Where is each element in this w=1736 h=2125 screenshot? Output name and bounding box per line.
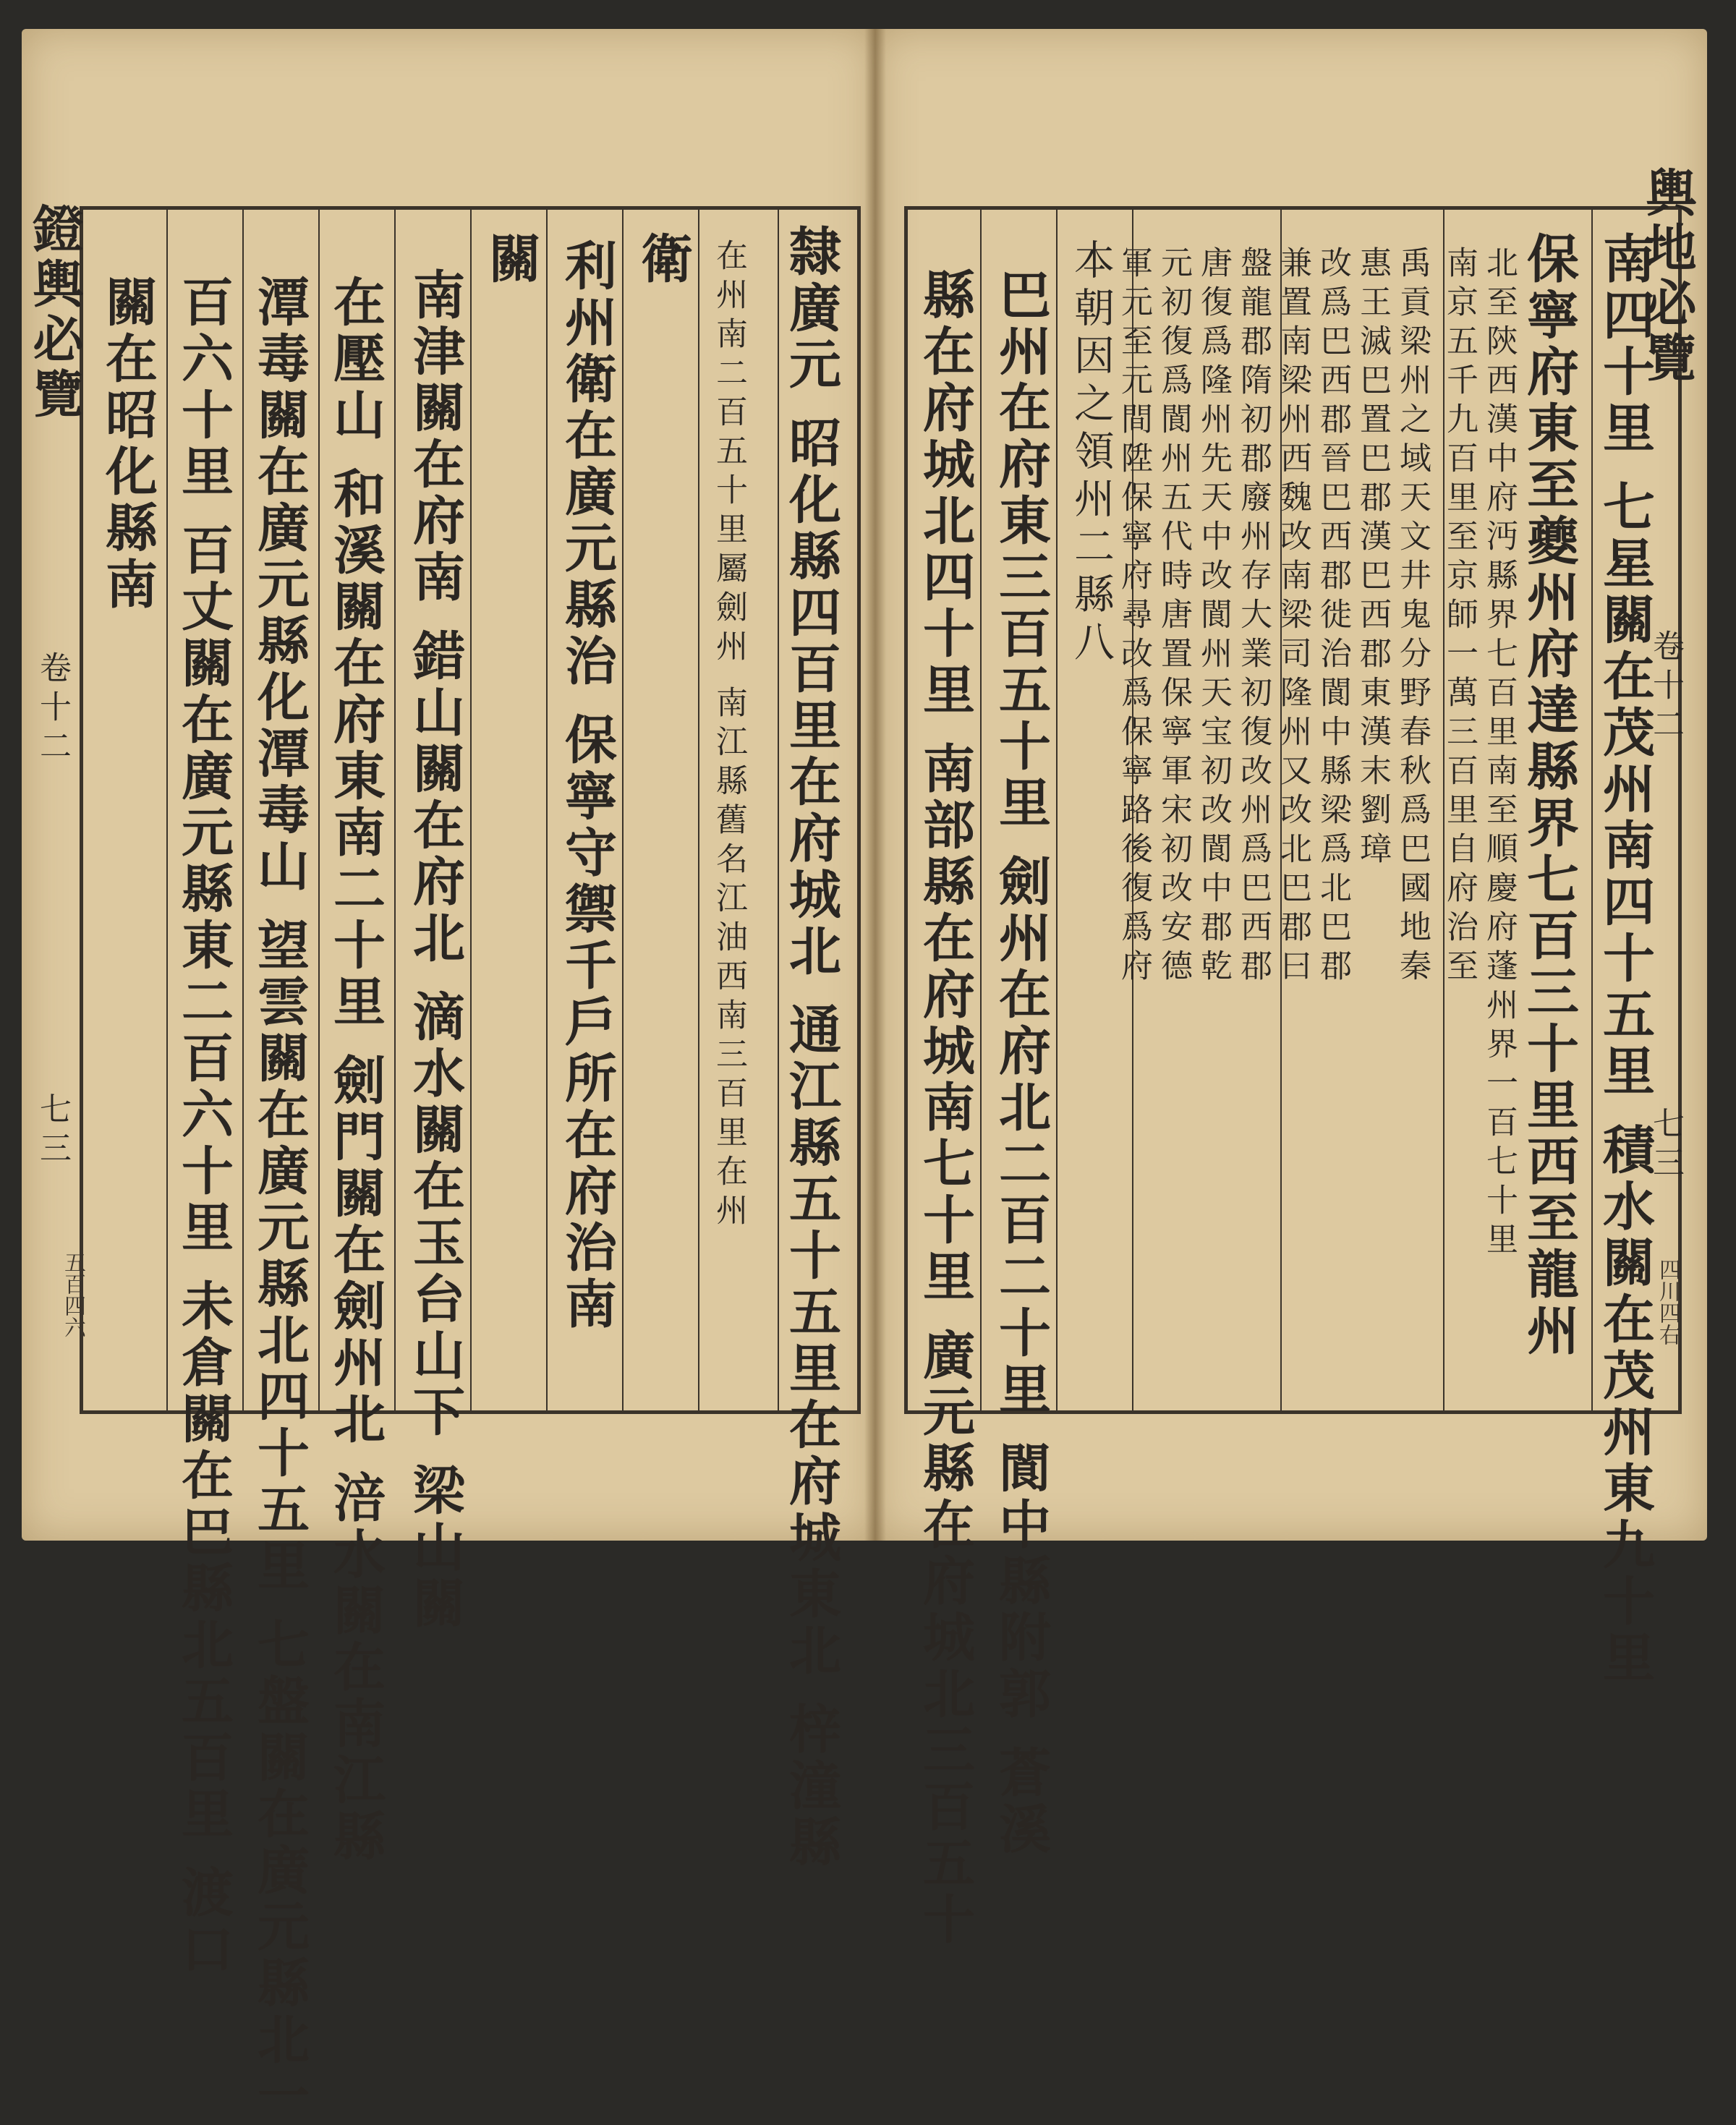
text-column: 南津關在府南 錯山關在府北 滴水關在玉台山下 梁山關	[404, 268, 466, 1633]
text-column: 北至陝西漢中府沔縣界七百里南至順慶府蓬州界一百七十里	[1481, 246, 1518, 1261]
section-heading-guan: 關	[480, 231, 542, 284]
text-column: 潭毒關在廣元縣化潭毒山 望雲關在廣元縣北四十五里 七盤關在廣元縣北一	[249, 275, 310, 2125]
text-column: 兼置南梁州西魏改南梁司隆州又改北巴郡曰	[1275, 246, 1311, 988]
book-gutter	[864, 29, 886, 1541]
right-margin-note: 四川四右	[1655, 1259, 1680, 1345]
text-column: 軍元至元間陞保寧府尋改爲保寧路後復爲府	[1115, 246, 1152, 988]
text-column: 惠王滅巴置巴郡漢巴西郡東漢末劉璋	[1354, 246, 1391, 871]
column-rule	[778, 210, 779, 1410]
text-column: 隸廣元 昭化縣四百里在府城北 通江縣五十五里在府城東北 梓潼縣	[780, 224, 842, 1872]
column-rule	[1591, 210, 1593, 1410]
column-rule	[1056, 210, 1058, 1410]
right-margin-title: 輿地必覽	[1638, 166, 1698, 386]
text-column: 巴州在府東三百五十里 劍州在府北二百二十里 閬中縣附郭 蒼溪	[990, 268, 1052, 1859]
section-heading-wei: 衛	[632, 231, 694, 284]
column-rule	[394, 210, 396, 1410]
text-column: 南四十里 七星關在茂州南四十五里 積水關在茂州東九十里	[1594, 231, 1656, 1687]
text-column: 唐復爲隆州先天中改閬州天宝初改閬中郡乾	[1195, 246, 1232, 988]
left-margin-folio: 七三	[34, 1092, 71, 1170]
text-column: 關在昭化縣南	[97, 275, 158, 613]
text-column: 保寧府東至夔州府達縣界七百三十里西至龍州	[1518, 231, 1580, 1360]
text-column: 本朝因之領州二縣八	[1068, 239, 1115, 668]
text-column: 百六十里 百丈關在廣元縣東二百六十里 未倉關在巴縣北五百里 渡口	[173, 275, 234, 1979]
text-column: 在州南二百五十里屬劍州 南江縣舊名江油西南三百里在州	[710, 239, 747, 1232]
column-rule	[166, 210, 168, 1410]
right-margin-volume: 卷十二	[1647, 629, 1684, 746]
text-column: 盤龍郡隋初郡廢州存大業初復改州爲巴西郡	[1235, 246, 1272, 988]
left-margin-volume: 卷十二	[34, 651, 71, 768]
column-rule	[242, 210, 244, 1410]
text-column: 利州衛在廣元縣治 保寧守禦千戶所在府治南	[556, 239, 618, 1334]
column-rule	[546, 210, 548, 1410]
text-column: 南京五千九百里至京師一萬三百里自府治至	[1441, 246, 1478, 988]
text-column: 改爲巴西郡晉巴西郡徙治閬中縣梁爲北巴郡	[1314, 246, 1351, 988]
column-rule	[622, 210, 624, 1410]
column-rule	[318, 210, 320, 1410]
right-margin-folio: 七三	[1647, 1107, 1684, 1185]
column-rule	[470, 210, 472, 1410]
text-column: 元初復爲閬州五代時唐置保寧軍宋初改安德	[1155, 246, 1192, 988]
left-margin-page: 五百四六	[60, 1251, 85, 1338]
column-rule	[980, 210, 982, 1410]
text-column: 在壓山 和溪關在府東南二十里 劍門關在劍州北 涪水關在南江縣	[325, 275, 386, 1866]
text-column: 縣在府城北四十里 南部縣在府城南七十里 廣元縣在府城北三百五十	[914, 268, 976, 1949]
left-margin-title: 鐙輿必覽	[25, 203, 85, 422]
text-column: 禹貢梁州之域天文井鬼分野春秋爲巴國地秦	[1394, 246, 1431, 988]
column-rule	[698, 210, 699, 1410]
